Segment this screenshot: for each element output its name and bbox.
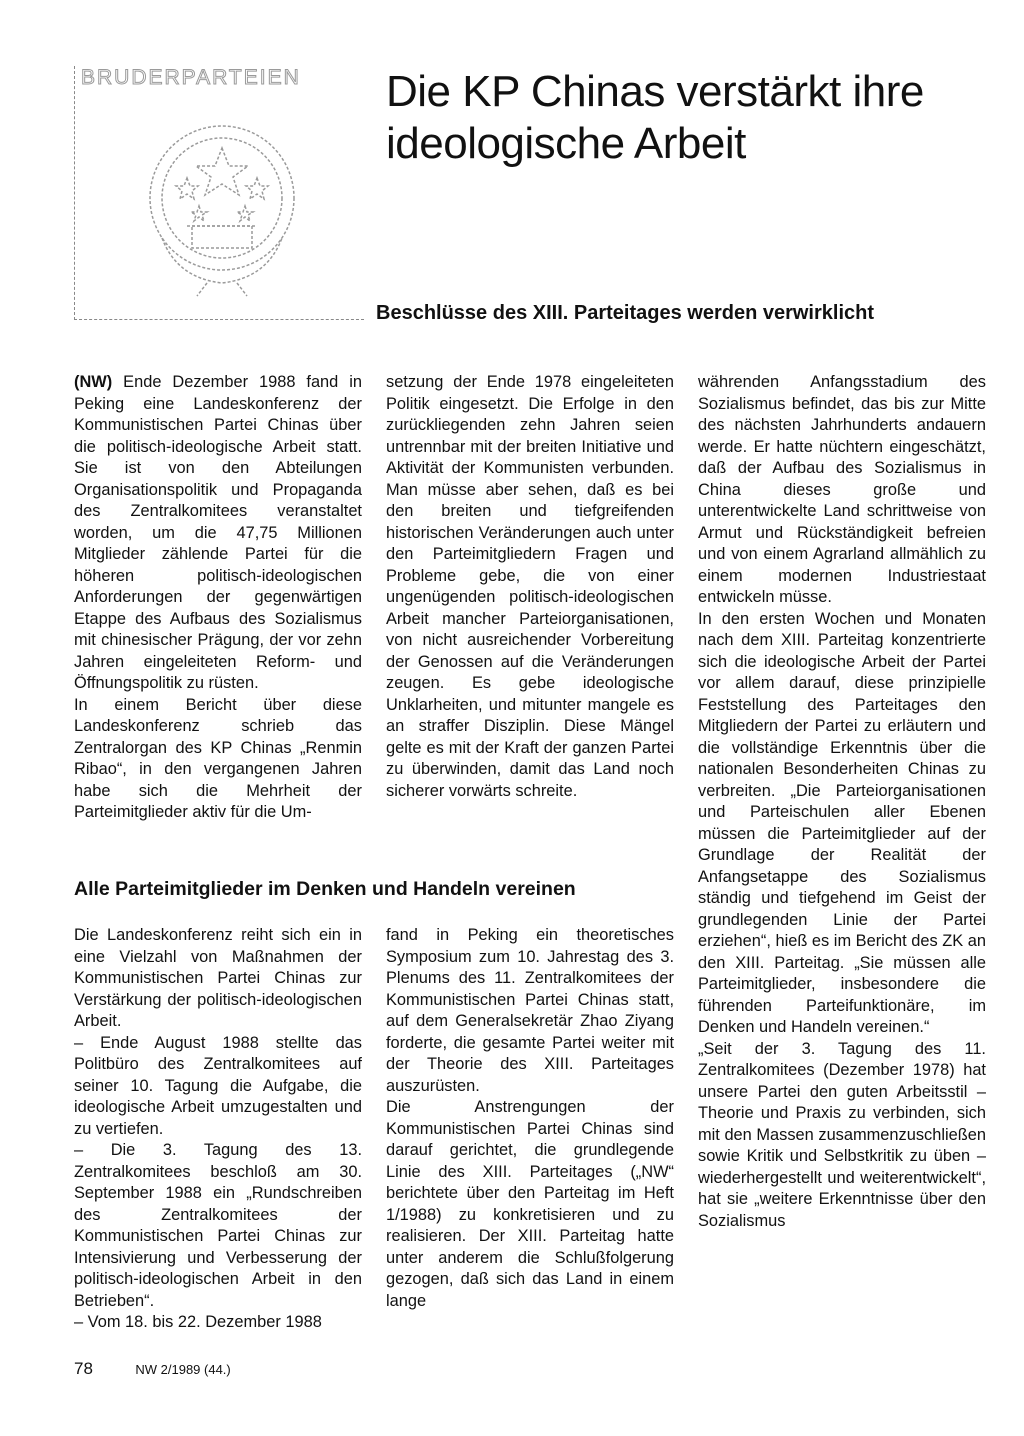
paragraph: In den ersten Wochen und Monaten nach dem XIII. Parteitag konzentrierte sich die ideologische Arbeit der Partei vor allem darauf, diese prinzipielle Feststellung des Parteitages den Mitgliedern der Partei zu erläutern und die vollständige Erkenntnis über die nationalen Besonderheiten Chinas zu verbreiten. „Die Parteiorganisationen und Parteischulen aller Ebenen müssen die Parteimitglieder auf der Grundlage der Realität der Anfangsetappe des Sozialismus ständig und tiefgehend im Geist der grundlegenden Linie der Partei erziehen“, hieß es im Bericht des ZK an den XIII. Parteitag. „Sie müssen alle Parteimitglieder, insbesondere die führenden Parteifunktionäre, im Denken und Handeln vereinen.“ — [698, 609, 986, 1036]
section-stamp — [74, 66, 364, 320]
page-number: 78 — [74, 1359, 93, 1378]
paragraph: Die Landeskonferenz reiht sich ein in eine Vielzahl von Maßnahmen der Kommunistischen Partei Chinas zur Verstärkung der politisch-ideologischen Arbeit. — [74, 926, 362, 1030]
paragraph: „Seit der 3. Tagung des 11. Zentralkomitees (Dezember 1978) hat unsere Partei den guten Arbeitsstil – Theorie und Praxis zu verbinden, sich mit den Massen zusammenzuschließen sowie Kritik und Selbstkritik zu üben – wiederhergestellt und weiterentwickelt“, hat sie „weitere Erkenntnisse über den Sozialismus — [698, 1039, 986, 1230]
section-column-1 — [74, 925, 362, 1334]
lead-text: Ende Dezember 1988 fand in Peking eine Landeskonferenz der Kommunistischen Partei Chinas über die politisch-ideologische Arbeit statt. Sie ist von den Abteilungen Organisationspolitik und Propaganda des Zentralkomitees veranstaltet worden, um die 47,75 Millionen Mitglieder zählende Partei für die höheren politisch-ideologischen Anforderungen der gegenwärtigen Etappe des Aufbaus des Sozialismus mit chinesischer Prägung, der vor zehn Jahren eingeleiteten Reform- und Öffnungspolitik zu rüsten. — [74, 373, 362, 692]
article-column-3 — [698, 372, 986, 1232]
issue-reference: NW 2/1989 (44.) — [135, 1362, 231, 1377]
list-item: – Ende August 1988 stellte das Politbüro des Zentralkomitees auf seiner 10. Tagung die Aufgabe, die ideologische Arbeit umzugestalten und zu vertiefen. — [74, 1033, 362, 1138]
article-title: Die KP Chinas verstärkt ihre ideologische Arbeit — [386, 67, 924, 168]
paragraph: Die Anstrengungen der Kommunistischen Partei Chinas sind darauf gerichtet, die grundlegende Linie des XIII. Parteitages („NW“ berichtete über den Parteitag im Heft 1/1988) zu konkretisieren und zu realisieren. Der XIII. Parteitag hatte unter anderem die Schlußfolgerung gezogen, daß sich das Land in einem lange — [386, 1098, 674, 1310]
paragraph: setzung der Ende 1978 eingeleiteten Politik eingesetzt. Die Erfolge in den zurückliegenden zehn Jahren seien untrennbar mit der breiten Initiative und Aktivität der Kommunisten verbunden. Man müsse aber sehen, daß es bei den breiten und tiefgreifenden historischen Veränderungen auch unter den Parteimitgliedern Fragen und Probleme gebe, die von einer ungenügenden politisch-ideologischen Arbeit mancher Parteiorganisationen, von nicht ausreichender Vorbereitung der Genossen auf die Veränderungen zeugen. Es gebe ideologische Unklarheiten, und mitunter mangele es an straffer Disziplin. Diese Mängel gelte es mit der Kraft der ganzen Partei zu überwinden, damit das Land noch sicherer vorwärts schreite. — [386, 373, 674, 800]
list-item: – Vom 18. bis 22. Dezember 1988 — [74, 1313, 322, 1331]
paragraph: währenden Anfangsstadium des Sozialismus befindet, das bis zur Mitte des nächsten Jahrhunderts andauern werde. Er hatte nüchtern eingeschätzt, daß der Aufbau des Sozialismus in China dieses große und unterentwickelte Land schrittweise von Armut und Rückständigkeit befreien und von einem Agrarland allmählich zu einem modernen Industriestaat entwickeln müsse. — [698, 373, 986, 606]
section-heading: Alle Parteimitglieder im Denken und Handeln vereinen — [74, 878, 576, 900]
agency-tag: (NW) — [74, 373, 113, 391]
section-column-2 — [386, 925, 674, 1312]
chinese-national-emblem-icon — [137, 118, 307, 298]
list-item: – Die 3. Tagung des 13. Zentralkomitees beschloß am 30. September 1988 ein „Rundschreiben des Zentralkomitees der Kommunistischen Partei Chinas zur Intensivierung und Verbesserung der politisch-ideologischen Arbeit in den Betrieben“. — [74, 1141, 362, 1310]
section-label: BRUDERPARTEIEN — [81, 66, 301, 89]
lead-paragraph — [74, 372, 362, 695]
page-footer — [74, 1359, 474, 1379]
article-subtitle: Beschlüsse des XIII. Parteitages werden verwirklicht — [376, 302, 874, 324]
paragraph: fand in Peking ein theoretisches Symposium zum 10. Jahrestag des 3. Plenums des 11. Zentralkomitees der Kommunistischen Partei Chinas statt, auf dem Generalsekretär Zhao Ziyang forderte, die gesamte Partei weiter mit der Theorie des XIII. Parteitages auszurüsten. — [386, 926, 674, 1095]
paragraph: In einem Bericht über diese Landeskonferenz schrieb das Zentralorgan des KP Chinas „Renmin Ribao“, in den vergangenen Jahren habe sich die Mehrheit der Parteimitglieder aktiv für die Um- — [74, 695, 362, 821]
article-column-2 — [386, 372, 674, 802]
article-column-1 — [74, 372, 362, 824]
